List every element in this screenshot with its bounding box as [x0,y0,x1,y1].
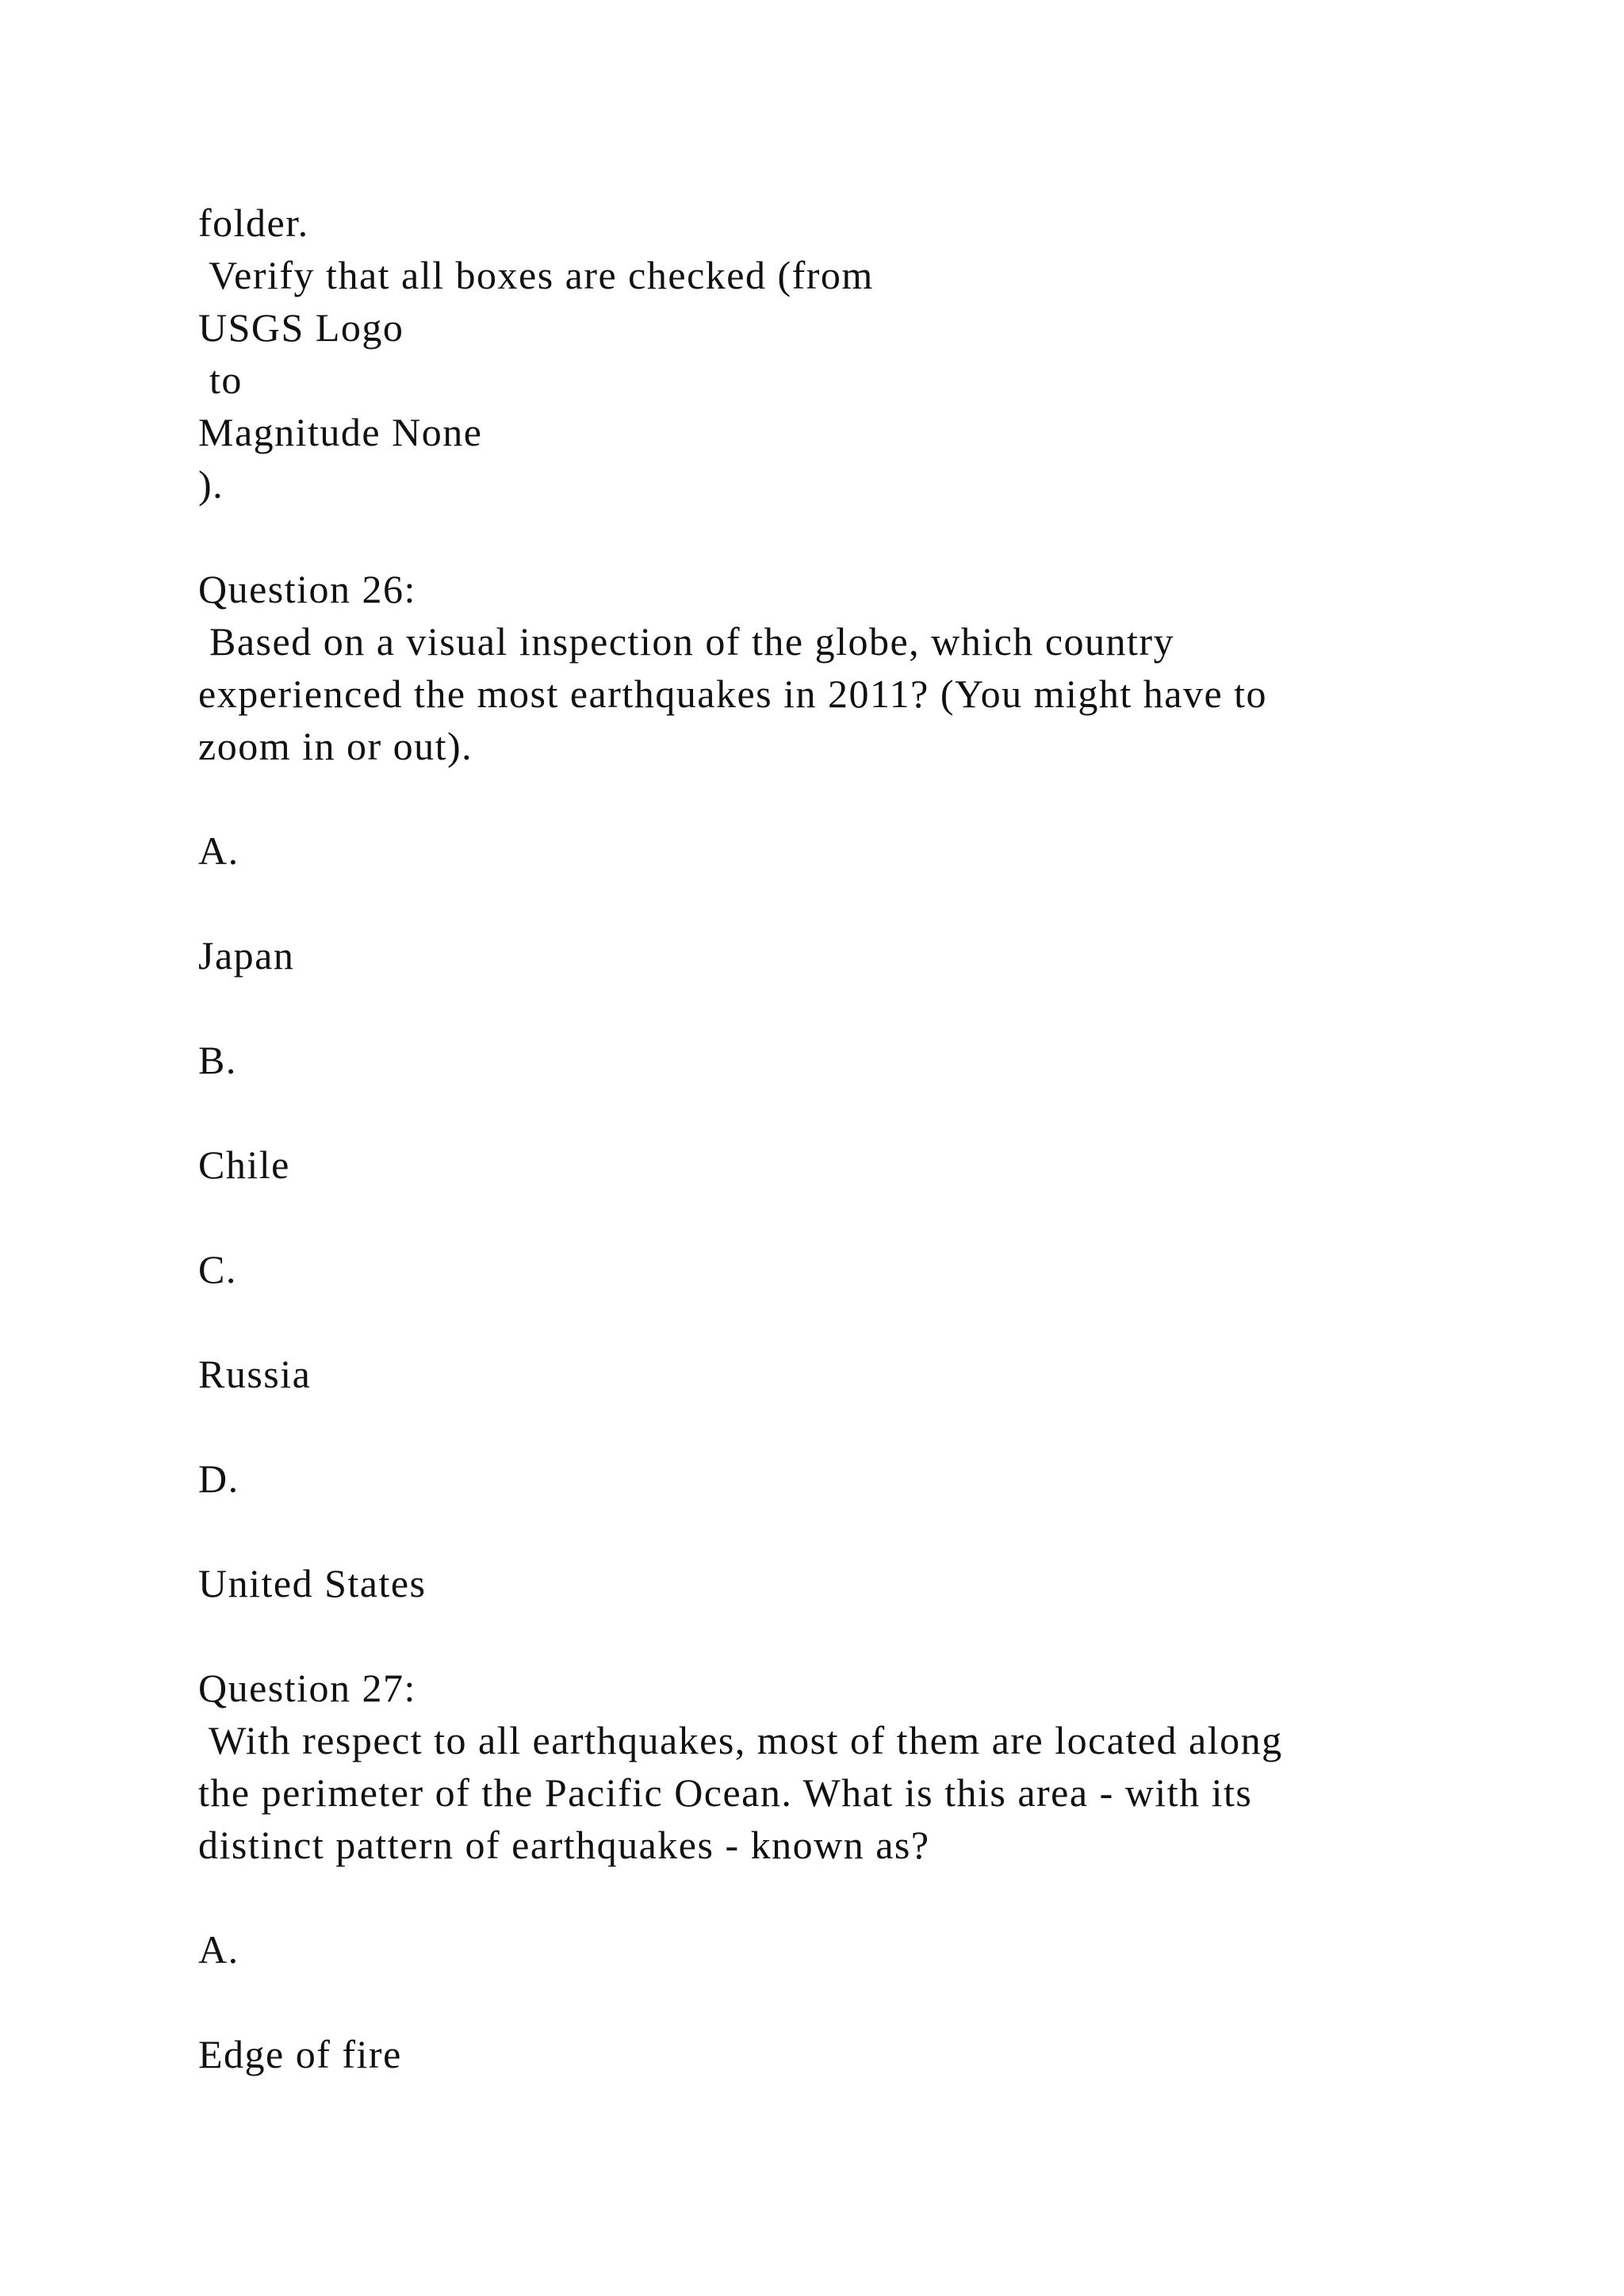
spacer [198,1505,1499,1557]
question-27-text-line-1: With respect to all earthquakes, most of them are located along [198,1718,1283,1762]
question-26-title: Question 26: [198,567,416,611]
intro-line-1: folder. [198,201,309,245]
option-letter: A. [198,1927,239,1972]
option-text: Chile [198,1142,290,1187]
option-letter: B. [198,1038,237,1082]
option-letter: A. [198,828,239,873]
intro-line-5: Magnitude None [198,410,483,454]
option-text: Russia [198,1352,312,1396]
spacer [198,1295,1499,1348]
option-letter: C. [198,1247,237,1292]
question-27 [198,1662,1499,2080]
question-27-title: Question 27: [198,1666,416,1710]
spacer [198,1191,1499,1243]
question-26-text-line-1: Based on a visual inspection of the globe, which country [198,619,1175,664]
spacer [198,982,1499,1034]
question-26-text-line-2: experienced the most earthquakes in 2011? (You might have to [198,672,1268,716]
spacer [198,511,1499,563]
intro-line-3: USGS Logo [198,305,404,350]
option-letter: D. [198,1456,239,1501]
spacer [198,1871,1499,1923]
spacer [198,1609,1499,1662]
option-text: United States [198,1561,427,1605]
intro-line-4: to [198,358,243,402]
spacer [198,772,1499,825]
spacer [198,1976,1499,2028]
option-text: Japan [198,933,295,978]
intro-line-2: Verify that all boxes are checked (from [198,253,874,297]
document-page [198,197,1499,2080]
intro-line-6: ). [198,462,224,507]
question-26-text-line-3: zoom in or out). [198,724,473,768]
spacer [198,877,1499,929]
intro-section [198,197,1499,511]
question-27-text-line-2: the perimeter of the Pacific Ocean. What is this area - with its [198,1770,1253,1815]
option-text: Edge of fire [198,2032,402,2076]
spacer [198,1086,1499,1138]
question-26 [198,563,1499,1609]
question-27-text-line-3: distinct pattern of earthquakes - known as? [198,1823,930,1867]
spacer [198,1400,1499,1452]
